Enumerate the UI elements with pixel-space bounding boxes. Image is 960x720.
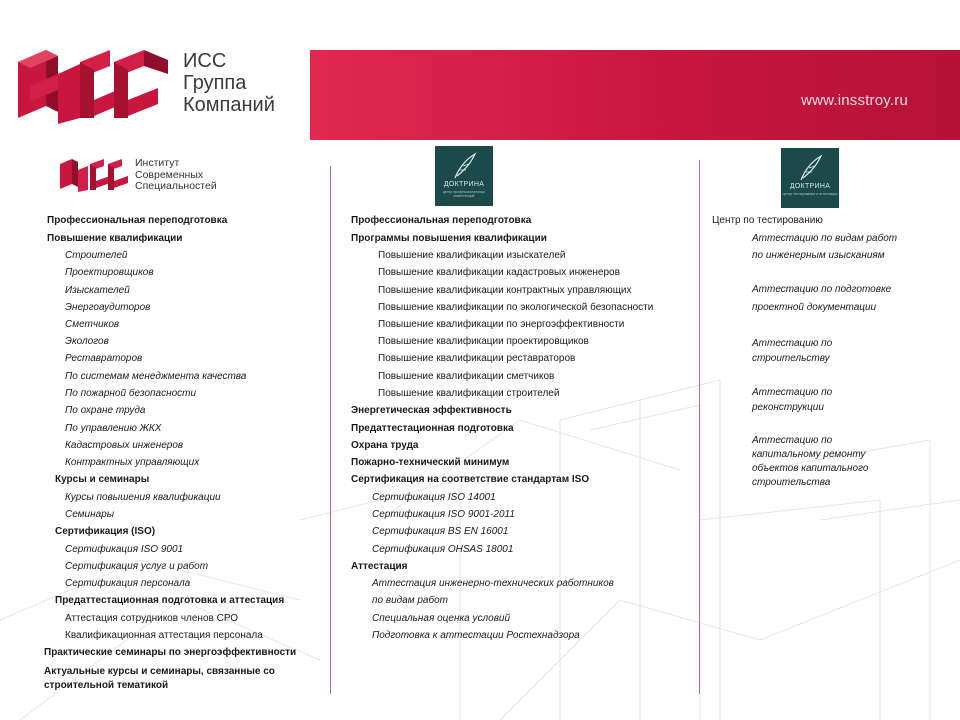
list-item[interactable]: Аттестацию по видам работ xyxy=(752,233,898,244)
list-item[interactable]: Повышение квалификации контрактных управляющих xyxy=(378,285,632,296)
list-item[interactable]: Кадастровых инженеров xyxy=(65,440,184,451)
list-item[interactable]: По охране труда xyxy=(65,405,146,416)
list-item[interactable]: Профессиональная переподготовка xyxy=(351,215,532,226)
list-item[interactable]: Сертификация OHSAS 18001 xyxy=(372,544,514,555)
header-banner xyxy=(310,50,960,140)
list-item[interactable]: Аттестацию по подготовке xyxy=(752,284,892,295)
column-heading: Центр по тестированию xyxy=(712,215,823,226)
list-item[interactable]: Профессиональная переподготовка xyxy=(47,215,228,226)
list-item[interactable]: Сертификация BS EN 16001 xyxy=(372,526,509,537)
list-item[interactable]: Сертификация (ISO) xyxy=(55,526,156,537)
list-item[interactable]: Аттестацию по капитальному ремонту объектов капитального строительства xyxy=(752,435,869,488)
list-item[interactable]: Аттестацию по строительству xyxy=(752,338,833,364)
institute-name xyxy=(135,158,217,193)
list-item[interactable]: Сертификация на соответствие стандартам ISO xyxy=(351,474,590,485)
list-item[interactable]: Контрактных управляющих xyxy=(65,457,200,468)
list-item[interactable]: по инженерным изысканиям xyxy=(752,250,885,261)
institute-line-2: Современных xyxy=(135,168,204,181)
brand-name xyxy=(183,50,275,116)
brand-line-1: ИСС xyxy=(183,50,227,72)
list-item[interactable]: По системам менеджмента качества xyxy=(65,371,247,382)
list-item[interactable]: Сертификация услуг и работ xyxy=(65,561,209,572)
column-divider xyxy=(330,166,331,694)
institute-line-3: Специальностей xyxy=(135,180,217,192)
list-item[interactable]: Актуальные курсы и семинары, связанные со строительной тематикой xyxy=(44,666,275,691)
list-item[interactable]: Специальная оценка условий xyxy=(372,613,511,624)
brand-line-3: Компаний xyxy=(183,94,275,116)
list-item[interactable]: Практические семинары по энергоэффективности xyxy=(44,647,297,658)
list-item[interactable]: Экологов xyxy=(65,336,109,347)
list-item[interactable]: Предаттестационная подготовка и аттестация xyxy=(55,595,285,606)
iss-logo-icon xyxy=(18,44,173,124)
list-item[interactable]: Предаттестационная подготовка xyxy=(351,423,514,434)
list-item[interactable]: Аттестация xyxy=(351,561,408,572)
list-item[interactable]: Реставраторов xyxy=(65,353,143,364)
list-item[interactable]: по видам работ xyxy=(372,595,448,606)
feather-icon xyxy=(451,152,477,180)
list-item[interactable]: проектной документации xyxy=(752,302,877,313)
list-item[interactable]: Энергоаудиторов xyxy=(65,302,151,313)
list-item[interactable]: Аттестацию по реконструкции xyxy=(752,387,833,413)
column-divider xyxy=(699,160,700,694)
list-item[interactable]: Повышение квалификации сметчиков xyxy=(378,371,555,382)
doctrina-title: ДОКТРИНА xyxy=(789,183,831,190)
list-item[interactable]: Охрана труда xyxy=(351,440,419,451)
list-item[interactable]: Строителей xyxy=(65,250,128,261)
list-item[interactable]: Повышение квалификации кадастровых инженеров xyxy=(378,267,620,278)
list-item[interactable]: Энергетическая эффективность xyxy=(351,405,512,416)
list-item[interactable]: Курсы и семинары xyxy=(55,474,150,485)
list-item[interactable]: Повышение квалификации по энергоэффективности xyxy=(378,319,625,330)
feather-icon xyxy=(797,154,823,182)
list-item[interactable]: Повышение квалификации xyxy=(47,233,183,244)
list-item[interactable]: Аттестация инженерно-технических работников xyxy=(372,578,614,589)
list-item[interactable]: Сертификация ISO 9001 xyxy=(65,544,184,555)
list-item[interactable]: Повышение квалификации проектировщиков xyxy=(378,336,589,347)
list-item[interactable]: Подготовка к аттестации Ростехнадзора xyxy=(372,630,580,641)
brand-line-2: Группа xyxy=(183,72,247,94)
list-item[interactable]: Повышение квалификации реставраторов xyxy=(378,353,576,364)
doctrina-logo-2 xyxy=(781,148,839,208)
list-item[interactable]: Семинары xyxy=(65,509,115,520)
doctrina-title: ДОКТРИНА xyxy=(443,181,485,188)
list-item[interactable]: Повышение квалификации изыскателей xyxy=(378,250,566,261)
list-item[interactable]: Повышение квалификации строителей xyxy=(378,388,560,399)
list-item[interactable]: Сметчиков xyxy=(65,319,120,330)
list-item[interactable]: Квалификационная аттестация персонала xyxy=(65,630,263,641)
list-item[interactable]: Сертификация ISO 14001 xyxy=(372,492,496,503)
doctrina-subtitle: центр тестирования и аттестации xyxy=(782,192,838,196)
institute-line-1: Институт xyxy=(135,157,180,169)
list-item[interactable]: Повышение квалификации по экологической безопасности xyxy=(378,302,654,313)
list-item[interactable]: Проектировщиков xyxy=(65,267,154,278)
list-item[interactable]: Курсы повышения квалификации xyxy=(65,492,221,503)
website-url[interactable]: www.insstroy.ru xyxy=(801,92,908,109)
doctrina-logo-1 xyxy=(435,146,493,206)
doctrina-subtitle: центр профессиональных компетенций xyxy=(442,190,486,198)
institute-logo-icon xyxy=(60,156,130,192)
list-item[interactable]: Изыскателей xyxy=(65,285,130,296)
list-item[interactable]: Программы повышения квалификации xyxy=(351,233,547,244)
list-item[interactable]: По пожарной безопасности xyxy=(65,388,197,399)
list-item[interactable]: Сертификация персонала xyxy=(65,578,191,589)
list-item[interactable]: Аттестация сотрудников членов СРО xyxy=(65,613,239,624)
list-item[interactable]: По управлению ЖКХ xyxy=(65,423,162,434)
list-item[interactable]: Сертификация ISO 9001-2011 xyxy=(372,509,515,520)
list-item[interactable]: Пожарно-технический минимум xyxy=(351,457,510,468)
